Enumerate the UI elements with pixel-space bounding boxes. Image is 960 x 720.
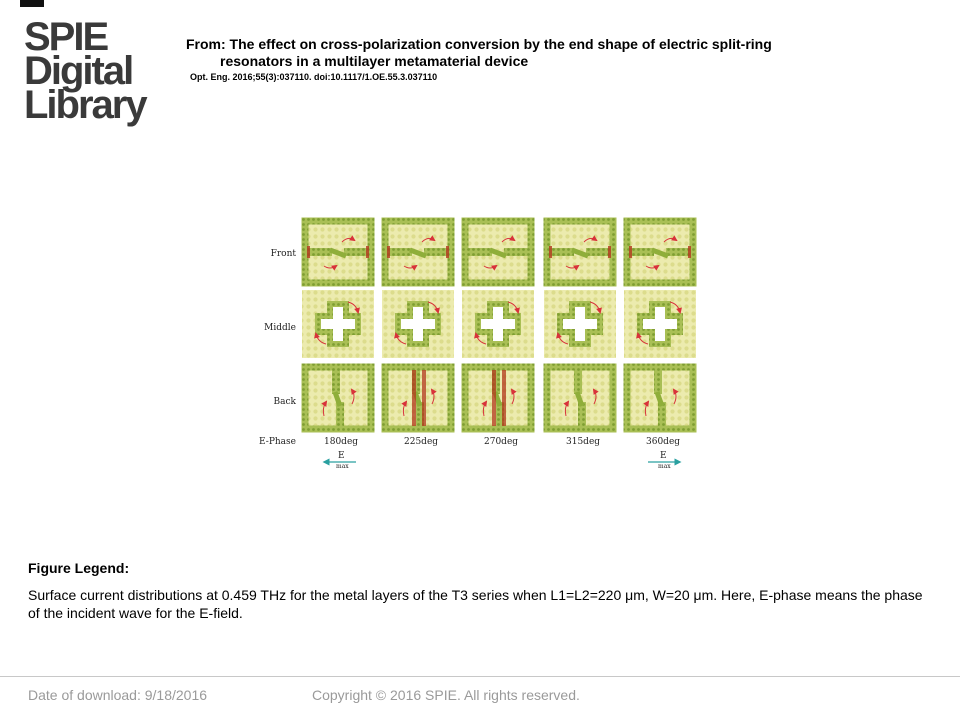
- max-label: max: [336, 463, 349, 470]
- current-hotspot: [422, 370, 426, 426]
- row-label: E-Phase: [259, 437, 296, 447]
- ring-arm-top: [654, 368, 662, 394]
- e-field-indicator: [648, 451, 678, 470]
- ring-arm-left: [466, 248, 492, 256]
- ring-arm-top: [332, 368, 340, 394]
- resonator-panel: [462, 290, 534, 358]
- e-label: E: [660, 451, 667, 461]
- logo-line-1: SPIE: [24, 15, 108, 59]
- figure-legend-heading: Figure Legend:: [28, 560, 130, 576]
- e-label: E: [338, 451, 345, 461]
- resonator-panel: [382, 218, 454, 286]
- figure-legend-text: Surface current distributions at 0.459 THz for the metal layers of the T3 series when L1=L2=220 μm, W=20 μm. Here, E-phase means the phase of the incident wave for the E-field.: [28, 587, 923, 621]
- resonator-panel: [624, 364, 696, 432]
- resonator-panel: [544, 218, 616, 286]
- max-label: max: [658, 463, 671, 470]
- resonator-panel: [302, 290, 374, 358]
- current-hotspot: [307, 246, 310, 258]
- current-hotspot: [387, 246, 390, 258]
- article-title: From: The effect on cross-polarization conversion by the end shape of electric split-ring: [186, 36, 772, 52]
- phase-label: 360deg: [646, 437, 681, 447]
- figure: [256, 212, 706, 470]
- ring-arm-top: [574, 368, 582, 394]
- resonator-panel: [382, 364, 454, 432]
- phase-label: 315deg: [566, 437, 601, 447]
- copyright: Copyright © 2016 SPIE. All rights reserved.: [312, 687, 580, 703]
- row-label: Back: [273, 397, 296, 407]
- current-hotspot: [608, 246, 611, 258]
- phase-label: 270deg: [484, 437, 519, 447]
- resonator-panel: [624, 218, 696, 286]
- logo-line-3: Library: [24, 83, 146, 127]
- current-hotspot: [629, 246, 632, 258]
- ring-arm-right: [504, 248, 530, 256]
- resonator-panel: [302, 218, 374, 286]
- article-title-continued: resonators in a multilayer metamaterial device: [220, 53, 529, 69]
- download-date: Date of download: 9/18/2016: [28, 687, 208, 703]
- resonator-panel: [302, 364, 374, 432]
- e-field-indicator: [326, 451, 356, 470]
- current-hotspot: [366, 246, 369, 258]
- resonator-panel: [462, 218, 534, 286]
- current-hotspot: [688, 246, 691, 258]
- phase-label: 225deg: [404, 437, 439, 447]
- resonator-panel: [544, 364, 616, 432]
- row-label: Middle: [264, 323, 296, 333]
- resonator-panel: [544, 290, 616, 358]
- row-label: Front: [270, 249, 296, 259]
- phase-label: 180deg: [324, 437, 359, 447]
- current-hotspot: [412, 370, 416, 426]
- current-hotspot: [549, 246, 552, 258]
- surface-current-figure: [256, 212, 706, 470]
- current-hotspot: [492, 370, 496, 426]
- current-hotspot: [502, 370, 506, 426]
- footer-divider: [0, 676, 960, 677]
- logo-line-2: Digital: [24, 49, 133, 93]
- resonator-panel: [462, 364, 534, 432]
- article-header: [186, 36, 906, 82]
- citation[interactable]: Opt. Eng. 2016;55(3):037110. doi:10.1117/1.OE.55.3.037110: [190, 72, 438, 82]
- resonator-panel: [624, 290, 696, 358]
- corner-mark: [20, 0, 44, 7]
- resonator-panel: [382, 290, 454, 358]
- current-hotspot: [446, 246, 449, 258]
- spie-digital-library-logo[interactable]: [24, 15, 146, 127]
